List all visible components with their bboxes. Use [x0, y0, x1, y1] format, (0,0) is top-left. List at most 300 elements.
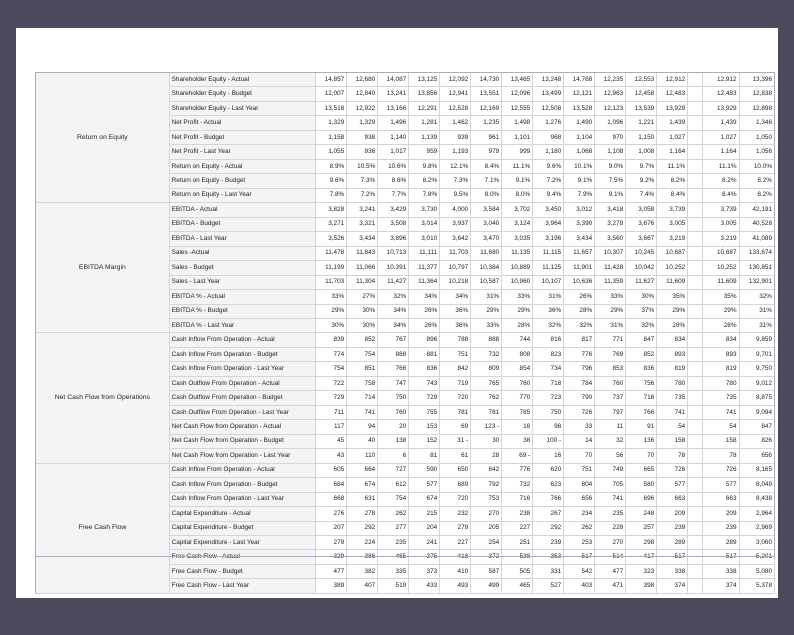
row-label: Cash Inflow From Operation - Last Year: [169, 362, 316, 376]
row-label: Net Cash Flow from Operation - Last Year: [169, 449, 316, 463]
value-cell: 10,252: [657, 261, 688, 275]
value-cell: 834: [657, 333, 688, 347]
total-value-cell: 656: [739, 449, 774, 463]
value-cell: 465: [502, 579, 533, 593]
value-cell: 292: [533, 521, 564, 535]
value-cell: 36%: [440, 304, 471, 318]
value-cell: 587: [471, 564, 502, 578]
value-cell: 262: [564, 521, 595, 535]
latest-value-cell: 577: [703, 478, 739, 492]
total-value-cell: 8,438: [739, 492, 774, 506]
latest-value-cell: 663: [703, 492, 739, 506]
value-cell: 719: [440, 376, 471, 390]
total-value-cell: 8.2%: [739, 174, 774, 188]
spreadsheet: [35, 72, 775, 594]
value-cell: 26%: [564, 290, 595, 304]
value-cell: 335: [378, 564, 409, 578]
latest-value-cell: 209: [703, 507, 739, 521]
value-cell: 34%: [440, 290, 471, 304]
value-cell: 1,140: [378, 130, 409, 144]
value-cell: 760: [595, 376, 626, 390]
row-label: Net Cash Flow from Operation - Actual: [169, 420, 316, 434]
value-cell: 517: [657, 550, 688, 564]
latest-value-cell: 3,739: [703, 203, 739, 217]
value-cell: 718: [533, 376, 564, 390]
row-label: Cash Inflow From Operation - Budget: [169, 347, 316, 361]
value-cell: 12,680: [347, 73, 378, 87]
latest-value-cell: 78: [703, 449, 739, 463]
value-cell: 804: [564, 478, 595, 492]
value-cell: 32%: [378, 290, 409, 304]
value-cell: 69 -: [502, 449, 533, 463]
row-label: Capital Expenditure - Budget: [169, 521, 316, 535]
value-cell: 770: [502, 391, 533, 405]
value-cell: 417: [626, 550, 657, 564]
value-cell: 1,281: [409, 116, 440, 130]
total-value-cell: 132,901: [739, 275, 774, 289]
value-cell: 215: [409, 507, 440, 521]
value-cell: 11: [595, 420, 626, 434]
row-label: Sales - Budget: [169, 261, 316, 275]
row-label: Net Profit - Actual: [169, 116, 316, 130]
value-cell: 3,321: [347, 217, 378, 231]
value-cell: 292: [347, 521, 378, 535]
value-cell: 278: [347, 507, 378, 521]
value-cell: 34%: [378, 304, 409, 318]
value-cell: 36%: [533, 304, 564, 318]
value-cell: 471: [595, 579, 626, 593]
value-cell: 979: [471, 145, 502, 159]
value-cell: 91: [626, 420, 657, 434]
value-cell: 505: [502, 564, 533, 578]
value-cell: 590: [409, 463, 440, 477]
total-value-cell: 42,191: [739, 203, 774, 217]
value-cell: 3,896: [378, 232, 409, 246]
value-cell: 30%: [347, 304, 378, 318]
value-cell: 747: [378, 376, 409, 390]
row-label: EBITDA - Actual: [169, 203, 316, 217]
value-cell: 7.5%: [595, 174, 626, 188]
total-value-cell: 31%: [739, 318, 774, 332]
value-cell: 239: [657, 521, 688, 535]
value-cell: 851: [347, 362, 378, 376]
total-value-cell: 2,964: [739, 507, 774, 521]
spacer-cell: [688, 87, 703, 101]
table-row: [36, 73, 775, 87]
value-cell: 1,139: [409, 130, 440, 144]
latest-value-cell: 726: [703, 463, 739, 477]
value-cell: 110: [347, 449, 378, 463]
value-cell: 758: [347, 376, 378, 390]
latest-value-cell: 338: [703, 564, 739, 578]
value-cell: 9.6%: [316, 174, 347, 188]
latest-value-cell: 54: [703, 420, 739, 434]
value-cell: 7.4%: [626, 188, 657, 202]
value-cell: 754: [347, 347, 378, 361]
value-cell: 398: [626, 579, 657, 593]
value-cell: 33%: [316, 290, 347, 304]
value-cell: 13,465: [502, 73, 533, 87]
value-cell: 13,856: [409, 87, 440, 101]
value-cell: 729: [409, 391, 440, 405]
value-cell: 289: [657, 536, 688, 550]
value-cell: 12,092: [440, 73, 471, 87]
value-cell: 158: [657, 434, 688, 448]
spacer-cell: [688, 579, 703, 593]
total-value-cell: 9,859: [739, 333, 774, 347]
value-cell: 9.1%: [564, 174, 595, 188]
spacer-cell: [688, 290, 703, 304]
total-value-cell: 5,378: [739, 579, 774, 593]
total-value-cell: 2,969: [739, 521, 774, 535]
group-label: Free Cash Flow: [36, 463, 170, 593]
value-cell: 270: [595, 536, 626, 550]
spacer-cell: [688, 203, 703, 217]
value-cell: 756: [626, 376, 657, 390]
value-cell: 32%: [564, 318, 595, 332]
value-cell: 207: [316, 521, 347, 535]
value-cell: 31 -: [440, 434, 471, 448]
value-cell: 11,901: [564, 261, 595, 275]
value-cell: 12,555: [502, 101, 533, 115]
value-cell: 1,027: [657, 130, 688, 144]
value-cell: 11,627: [626, 275, 657, 289]
value-cell: 577: [409, 478, 440, 492]
value-cell: 3,730: [409, 203, 440, 217]
value-cell: 12,508: [533, 101, 564, 115]
total-value-cell: 8.2%: [739, 188, 774, 202]
value-cell: 3,702: [502, 203, 533, 217]
spacer-cell: [688, 362, 703, 376]
value-cell: 781: [440, 405, 471, 419]
row-label: Free Cash Flow - Budget: [169, 564, 316, 578]
value-cell: 11,359: [595, 275, 626, 289]
value-cell: 1,108: [595, 145, 626, 159]
value-cell: 98: [533, 420, 564, 434]
value-cell: 251: [502, 536, 533, 550]
value-cell: 705: [595, 478, 626, 492]
spacer-cell: [688, 492, 703, 506]
value-cell: 407: [347, 579, 378, 593]
value-cell: 7.2%: [533, 174, 564, 188]
value-cell: 253: [564, 536, 595, 550]
value-cell: 970: [595, 130, 626, 144]
value-cell: 1,096: [595, 116, 626, 130]
total-value-cell: 12,838: [739, 87, 774, 101]
value-cell: 12,169: [471, 101, 502, 115]
value-cell: 785: [502, 405, 533, 419]
value-cell: 227: [502, 521, 533, 535]
value-cell: 28%: [657, 318, 688, 332]
value-cell: 741: [595, 492, 626, 506]
value-cell: 30: [471, 434, 502, 448]
value-cell: 3,584: [471, 203, 502, 217]
value-cell: 36%: [440, 318, 471, 332]
value-cell: 7.8%: [316, 188, 347, 202]
value-cell: 743: [409, 376, 440, 390]
value-cell: 760: [502, 376, 533, 390]
value-cell: 3,010: [409, 232, 440, 246]
value-cell: 727: [378, 463, 409, 477]
latest-value-cell: 239: [703, 521, 739, 535]
value-cell: 81: [409, 449, 440, 463]
value-cell: 888: [471, 333, 502, 347]
value-cell: 668: [316, 492, 347, 506]
value-cell: 7.1%: [471, 174, 502, 188]
value-cell: 153: [409, 420, 440, 434]
value-cell: 13,551: [471, 87, 502, 101]
value-cell: 12,291: [409, 101, 440, 115]
row-label: EBITDA % - Budget: [169, 304, 316, 318]
value-cell: 3,012: [564, 203, 595, 217]
row-label: Net Cash Flow from Operation - Budget: [169, 434, 316, 448]
value-cell: 11.1%: [657, 159, 688, 173]
value-cell: 11,657: [564, 246, 595, 260]
value-cell: 33%: [502, 290, 533, 304]
value-cell: 750: [378, 391, 409, 405]
row-label: EBITDA % - Actual: [169, 290, 316, 304]
value-cell: 40: [347, 434, 378, 448]
spacer-cell: [688, 130, 703, 144]
value-cell: 27%: [347, 290, 378, 304]
value-cell: 796: [564, 362, 595, 376]
value-cell: 31%: [533, 290, 564, 304]
value-cell: 16: [502, 420, 533, 434]
value-cell: 716: [626, 391, 657, 405]
value-cell: 9.8%: [409, 159, 440, 173]
value-cell: 893: [657, 347, 688, 361]
value-cell: 735: [657, 391, 688, 405]
spacer-cell: [688, 73, 703, 87]
value-cell: 769: [595, 347, 626, 361]
value-cell: 331: [533, 564, 564, 578]
value-cell: 9.6%: [533, 159, 564, 173]
total-value-cell: 9,750: [739, 362, 774, 376]
value-cell: 78: [657, 449, 688, 463]
value-cell: 11,304: [347, 275, 378, 289]
value-cell: 3,219: [657, 232, 688, 246]
value-cell: 3,508: [378, 217, 409, 231]
value-cell: 9.2%: [626, 174, 657, 188]
row-label: Sales - Last Year: [169, 275, 316, 289]
value-cell: 12,912: [657, 73, 688, 87]
latest-value-cell: 1,439: [703, 116, 739, 130]
value-cell: 968: [533, 130, 564, 144]
value-cell: 3,937: [440, 217, 471, 231]
spacer-cell: [688, 232, 703, 246]
value-cell: 726: [657, 463, 688, 477]
value-cell: 1,221: [626, 116, 657, 130]
value-cell: 61: [440, 449, 471, 463]
value-cell: 13,248: [533, 73, 564, 87]
value-cell: 3,429: [378, 203, 409, 217]
value-cell: 12,007: [316, 87, 347, 101]
value-cell: 34%: [378, 318, 409, 332]
value-cell: 56: [595, 449, 626, 463]
value-cell: 3,196: [533, 232, 564, 246]
value-cell: 1,462: [440, 116, 471, 130]
value-cell: 650: [440, 463, 471, 477]
value-cell: 45: [316, 434, 347, 448]
total-value-cell: 1,346: [739, 116, 774, 130]
value-cell: 11,364: [409, 275, 440, 289]
value-cell: 375: [409, 550, 440, 564]
value-cell: 938: [347, 130, 378, 144]
value-cell: 70: [564, 449, 595, 463]
row-label: Capital Expenditure - Last Year: [169, 536, 316, 550]
row-label: EBITDA % - Last Year: [169, 318, 316, 332]
value-cell: 12,528: [440, 101, 471, 115]
value-cell: 26%: [409, 318, 440, 332]
latest-value-cell: 1,164: [703, 145, 739, 159]
value-cell: 542: [564, 564, 595, 578]
value-cell: 6: [378, 449, 409, 463]
value-cell: 386: [347, 550, 378, 564]
value-cell: 29%: [502, 304, 533, 318]
value-cell: 117: [316, 420, 347, 434]
value-cell: 674: [409, 492, 440, 506]
value-cell: 3,241: [347, 203, 378, 217]
value-cell: 665: [626, 463, 657, 477]
row-label: Capital Expenditure - Actual: [169, 507, 316, 521]
value-cell: 465: [378, 550, 409, 564]
value-cell: 235: [595, 507, 626, 521]
value-cell: 839: [316, 333, 347, 347]
value-cell: 374: [657, 579, 688, 593]
value-cell: 11,377: [409, 261, 440, 275]
value-cell: 852: [626, 347, 657, 361]
value-cell: 235: [378, 536, 409, 550]
spacer-cell: [688, 478, 703, 492]
total-value-cell: 10.0%: [739, 159, 774, 173]
latest-value-cell: 13,929: [703, 101, 739, 115]
value-cell: 94: [347, 420, 378, 434]
value-cell: 1,068: [564, 145, 595, 159]
value-cell: 277: [378, 521, 409, 535]
value-cell: 13,166: [378, 101, 409, 115]
value-cell: 732: [502, 478, 533, 492]
value-cell: 3,124: [502, 217, 533, 231]
value-cell: 9.5%: [440, 188, 471, 202]
value-cell: 896: [409, 333, 440, 347]
spacer-cell: [688, 536, 703, 550]
value-cell: 30%: [316, 318, 347, 332]
value-cell: 12,483: [657, 87, 688, 101]
value-cell: 11,111: [409, 246, 440, 260]
value-cell: 499: [471, 579, 502, 593]
value-cell: 70: [626, 449, 657, 463]
value-cell: 11,478: [316, 246, 347, 260]
value-cell: 716: [502, 492, 533, 506]
value-cell: 267: [533, 507, 564, 521]
value-cell: 14,857: [316, 73, 347, 87]
latest-value-cell: 517: [703, 550, 739, 564]
value-cell: 403: [564, 579, 595, 593]
value-cell: 477: [316, 564, 347, 578]
row-label: Cash Inflow From Operation - Last Year: [169, 492, 316, 506]
value-cell: 28%: [564, 304, 595, 318]
value-cell: 8.4%: [471, 159, 502, 173]
value-cell: 410: [440, 564, 471, 578]
value-cell: 10,107: [533, 275, 564, 289]
value-cell: 14,730: [471, 73, 502, 87]
group-label: Net Cash Flow from Operations: [36, 333, 170, 463]
value-cell: 854: [502, 362, 533, 376]
row-label: Cash Outflow From Operation - Actual: [169, 376, 316, 390]
spacer-cell: [688, 391, 703, 405]
value-cell: 10,307: [595, 246, 626, 260]
value-cell: 11,135: [502, 246, 533, 260]
total-value-cell: 40,528: [739, 217, 774, 231]
row-label: Return on Equity - Last Year: [169, 188, 316, 202]
value-cell: 209: [657, 507, 688, 521]
row-label: Free Cash Flow - Last Year: [169, 579, 316, 593]
latest-value-cell: 3,005: [703, 217, 739, 231]
value-cell: 689: [440, 478, 471, 492]
total-value-cell: 32%: [739, 290, 774, 304]
row-label: Cash Outflow From Operation - Last Year: [169, 405, 316, 419]
spacer-cell: [688, 347, 703, 361]
value-cell: 3,434: [347, 232, 378, 246]
value-cell: 28: [471, 449, 502, 463]
value-cell: 241: [409, 536, 440, 550]
value-cell: 373: [409, 564, 440, 578]
value-cell: 734: [533, 362, 564, 376]
value-cell: 8.9%: [316, 159, 347, 173]
value-cell: 69: [440, 420, 471, 434]
value-cell: 12,941: [440, 87, 471, 101]
total-value-cell: 1,056: [739, 145, 774, 159]
value-cell: 10,797: [440, 261, 471, 275]
latest-value-cell: 735: [703, 391, 739, 405]
value-cell: 1,498: [502, 116, 533, 130]
value-cell: 720: [440, 391, 471, 405]
total-value-cell: 3,060: [739, 536, 774, 550]
spacer-cell: [688, 217, 703, 231]
spacer-cell: [688, 174, 703, 188]
value-cell: 766: [626, 405, 657, 419]
row-label: Net Profit - Last Year: [169, 145, 316, 159]
total-value-cell: 1,050: [739, 130, 774, 144]
value-cell: 7.8%: [409, 188, 440, 202]
value-cell: 7.3%: [347, 174, 378, 188]
spacer-cell: [688, 405, 703, 419]
document-page: [16, 28, 778, 598]
value-cell: 816: [533, 333, 564, 347]
value-cell: 3,035: [502, 232, 533, 246]
value-cell: 605: [316, 463, 347, 477]
value-cell: 43: [316, 449, 347, 463]
value-cell: 1,017: [378, 145, 409, 159]
value-cell: 612: [378, 478, 409, 492]
value-cell: 577: [657, 478, 688, 492]
value-cell: 762: [471, 391, 502, 405]
value-cell: 3,667: [626, 232, 657, 246]
value-cell: 809: [471, 362, 502, 376]
value-cell: 32: [595, 434, 626, 448]
value-cell: 477: [595, 564, 626, 578]
latest-value-cell: 12,483: [703, 87, 739, 101]
value-cell: 684: [316, 478, 347, 492]
value-cell: 936: [347, 145, 378, 159]
value-cell: 776: [564, 347, 595, 361]
spacer-cell: [688, 304, 703, 318]
value-cell: 847: [626, 333, 657, 347]
value-cell: 517: [564, 550, 595, 564]
value-cell: 961: [471, 130, 502, 144]
latest-value-cell: 10,252: [703, 261, 739, 275]
row-label: Shareholder Equity - Budget: [169, 87, 316, 101]
